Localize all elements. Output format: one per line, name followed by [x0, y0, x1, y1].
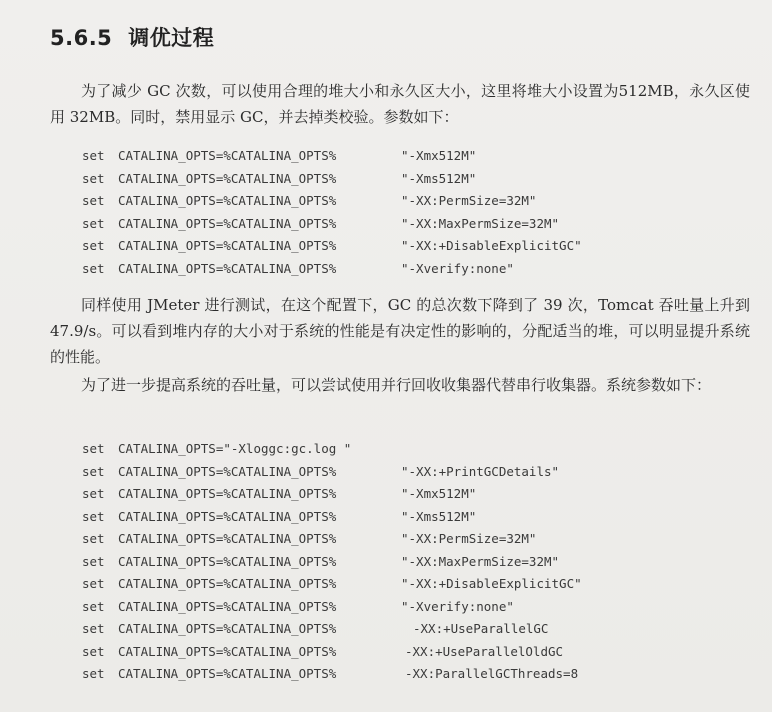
- code-value: "-XX:PermSize=32M": [401, 531, 537, 546]
- code-assign: CATALINA_OPTS=%CATALINA_OPTS%: [118, 643, 337, 659]
- section-title: 调优过程: [128, 26, 215, 50]
- code-assign: CATALINA_OPTS=%CATALINA_OPTS%: [118, 598, 337, 614]
- code-value: "-XX:PermSize=32M": [401, 193, 537, 208]
- code-keyword: set: [82, 148, 105, 163]
- section-number: 5.6.5: [50, 26, 113, 50]
- code-value: "-XX:+DisableExplicitGC": [401, 576, 582, 591]
- code-line: [82, 168, 582, 191]
- code-block-2: [82, 438, 582, 686]
- code-assign: CATALINA_OPTS=%CATALINA_OPTS%: [118, 260, 337, 276]
- code-keyword: set: [82, 486, 105, 501]
- code-line: [82, 663, 582, 686]
- code-value: "-Xms512M": [401, 508, 477, 524]
- code-assign: CATALINA_OPTS=%CATALINA_OPTS%: [118, 553, 337, 569]
- code-assign: CATALINA_OPTS=%CATALINA_OPTS%: [118, 508, 337, 524]
- code-assign: CATALINA_OPTS=%CATALINA_OPTS%: [118, 666, 337, 681]
- code-line: [82, 235, 582, 258]
- code-assign: CATALINA_OPTS=%CATALINA_OPTS%: [118, 215, 337, 231]
- code-line: [82, 551, 582, 574]
- code-assign: CATALINA_OPTS=%CATALINA_OPTS%: [118, 463, 337, 479]
- code-value: "-Xms512M": [401, 170, 477, 186]
- code-line: [82, 641, 582, 664]
- code-value: "-Xverify:none": [401, 260, 514, 276]
- code-keyword: set: [82, 193, 105, 208]
- code-keyword: set: [82, 508, 105, 524]
- code-assign: CATALINA_OPTS=%CATALINA_OPTS%: [118, 531, 337, 546]
- code-line: [82, 573, 582, 596]
- code-value: "-XX:+DisableExplicitGC": [401, 238, 582, 253]
- code-value: -XX:+UseParallelOldGC: [405, 643, 564, 659]
- code-block-1: [82, 145, 582, 280]
- code-assign: CATALINA_OPTS=%CATALINA_OPTS%: [118, 576, 337, 591]
- paragraph-1: 为了减少 GC 次数，可以使用合理的堆大小和永久区大小，这里将堆大小设置为512MB，永久区使用 32MB。同时，禁用显示 GC，并去掉类校验。参数如下：: [50, 82, 750, 126]
- code-assign: CATALINA_OPTS=%CATALINA_OPTS%: [118, 238, 337, 253]
- code-assign: CATALINA_OPTS=%CATALINA_OPTS%: [118, 193, 337, 208]
- code-line: [82, 213, 582, 236]
- code-line: [82, 461, 582, 484]
- code-value: "-Xmx512M": [401, 148, 477, 163]
- code-value: "-Xverify:none": [401, 598, 514, 614]
- code-assign: CATALINA_OPTS=%CATALINA_OPTS%: [118, 170, 337, 186]
- code-keyword: set: [82, 170, 105, 186]
- code-value: "-XX:MaxPermSize=32M": [401, 215, 560, 231]
- code-value: "-XX:MaxPermSize=32M": [401, 553, 560, 569]
- code-line: [82, 258, 582, 281]
- code-keyword: set: [82, 463, 105, 479]
- code-keyword: set: [82, 441, 105, 456]
- code-line: [82, 528, 582, 551]
- code-value: "-Xmx512M": [401, 486, 477, 501]
- code-keyword: set: [82, 576, 105, 591]
- code-assign: CATALINA_OPTS=%CATALINA_OPTS%: [118, 148, 337, 163]
- code-keyword: set: [82, 215, 105, 231]
- code-assign: CATALINA_OPTS="-Xloggc:gc.log ": [118, 441, 352, 456]
- code-line: [82, 483, 582, 506]
- code-line: [82, 145, 582, 168]
- code-assign: CATALINA_OPTS=%CATALINA_OPTS%: [118, 486, 337, 501]
- code-value: -XX:ParallelGCThreads=8: [405, 666, 579, 681]
- code-keyword: set: [82, 666, 105, 681]
- code-line: [82, 618, 582, 641]
- paragraph-3: 为了进一步提高系统的吞吐量，可以尝试使用并行回收收集器代替串行收集器。系统参数如下：: [81, 376, 712, 394]
- code-line: [82, 506, 582, 529]
- code-keyword: set: [82, 643, 105, 659]
- code-keyword: set: [82, 553, 105, 569]
- code-keyword: set: [82, 531, 105, 546]
- code-line: [82, 438, 582, 461]
- code-value: -XX:+UseParallelGC: [413, 621, 549, 636]
- code-line: [82, 596, 582, 619]
- code-keyword: set: [82, 238, 105, 253]
- code-keyword: set: [82, 621, 105, 636]
- code-keyword: set: [82, 260, 105, 276]
- section-heading: [50, 22, 214, 52]
- code-assign: CATALINA_OPTS=%CATALINA_OPTS%: [118, 621, 337, 636]
- code-value: "-XX:+PrintGCDetails": [401, 463, 560, 479]
- paragraph-2: 同样使用 JMeter 进行测试，在这个配置下，GC 的总次数下降到了 39 次，Tomcat 吞吐量上升到 47.9/s。可以看到堆内存的大小对于系统的性能是有决定性的影响的，分配适当的堆，可以明显提升系统的性能。: [50, 296, 750, 366]
- code-line: [82, 190, 582, 213]
- code-keyword: set: [82, 598, 105, 614]
